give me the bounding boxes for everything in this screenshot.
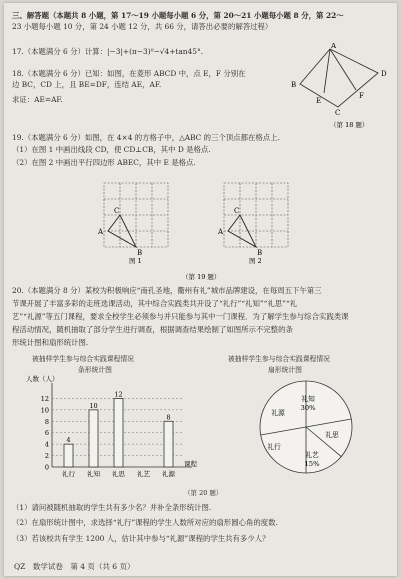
label-D: D	[381, 70, 387, 78]
bar-礼行	[64, 444, 73, 467]
pie-slice-percent: 15%	[304, 460, 320, 468]
question-20-line4: 程活动情况，随机抽取了部分学生进行调查，根据调查结果绘制了如图所示不完整的条	[12, 325, 293, 334]
figure-18-rhombus	[286, 43, 394, 131]
bar-礼源	[164, 421, 173, 467]
question-19-line2: （1）在图 1 中画出线段 CD，使 CD⊥CB，其中 D 是格点.	[12, 145, 211, 154]
question-17: 17.（本题满分 6 分）计算：|−3|+(π−3)⁰−√4+tan45°.	[12, 47, 203, 56]
pie-slice-label: 礼知	[301, 395, 315, 403]
x-tick-label: 礼知	[87, 470, 100, 478]
question-20-line5: 形统计图和扇形统计图.	[12, 338, 89, 347]
fig19-2-caption: 图 2	[249, 257, 262, 265]
y-axis-label: 人数（人）	[26, 375, 59, 383]
bar-value-label: 4	[66, 436, 71, 445]
pie-slice-percent: 30%	[300, 404, 316, 412]
fig1-label-B: B	[137, 249, 143, 257]
bar-礼知	[89, 410, 98, 467]
fig2-label-C: C	[234, 207, 240, 215]
pie-slice-label: 礼艺	[305, 451, 319, 459]
question-20-part3: （3）若该校共有学生 1200 人，估计其中参与“礼源”课程的学生共有多少人？	[12, 534, 270, 543]
fig18-caption: （第 18 题）	[330, 121, 369, 129]
label-A: A	[331, 43, 337, 50]
pie-chart-title: 被抽样学生参与综合实践课程情况	[228, 355, 330, 363]
grid-1	[104, 183, 168, 247]
label-B: B	[291, 81, 297, 89]
pie-slice-label: 礼行	[267, 443, 281, 451]
fig19-1-caption: 图 1	[129, 257, 142, 265]
question-18-line2: 边 BC，CD 上，且 BE=DF，连结 AE，AF.	[12, 80, 162, 89]
pie-slice-label: 礼思	[325, 431, 339, 439]
y-tick-label: 6	[44, 429, 49, 438]
bar-chart-subtitle: 条形统计图	[78, 366, 112, 374]
label-C: C	[335, 109, 341, 117]
bar-value-label: 10	[89, 401, 98, 410]
question-20-line3: 艺”“礼源”等五门课程，要求全校学生必须参与并只能参与其中一门课程．为了解学生参与综合实践类课	[12, 312, 349, 321]
question-20-part2: （2）在扇形统计图中，求选择“礼行”课程的学生人数所对应的扇形圆心角的度数.	[12, 518, 278, 527]
question-20-line1: 20.（本题满分 8 分）某校为积极响应“南孔圣地，衢州有礼”城市品牌建设，在每周五下午第三	[12, 286, 322, 295]
exam-page	[4, 3, 397, 576]
x-tick-label: 礼艺	[137, 470, 150, 478]
y-tick-label: 0	[44, 463, 49, 472]
pie-chart	[254, 375, 364, 485]
y-tick-label: 2	[44, 452, 49, 461]
pie-chart-subtitle: 扇形统计图	[268, 366, 302, 374]
figure-19	[84, 175, 324, 285]
question-18-line1: 18.（本题满分 6 分）已知：如图，在菱形 ABCD 中，点 E，F 分别在	[12, 69, 246, 78]
label-F: F	[359, 92, 364, 100]
bar-chart	[22, 375, 212, 495]
fig1-label-C: C	[114, 207, 120, 215]
page-footer: QZ 数学试卷 第 4 页（共 6 页）	[14, 562, 135, 571]
section-header: 三、解答题（本题共 8 小题，第 17～19 小题每小题 6 分，第 20～21 小题每小题 8 分，第 22～	[12, 11, 344, 20]
section-header-cont: 23 小题每小题 10 分，第 24 小题 12 分，共 66 分，请答出必要的解答过程）	[12, 22, 273, 31]
fig20-caption: （第 20 题）	[184, 489, 223, 497]
question-20-line2: 节课开展了丰富多彩的走班选课活动，其中综合实践类共开设了“礼行”“礼知”“礼思”“礼	[12, 299, 298, 308]
y-tick-label: 4	[44, 440, 49, 449]
pie-slice-label: 礼源	[271, 409, 285, 417]
grid-2	[224, 183, 288, 247]
x-tick-label: 礼思	[112, 470, 125, 478]
question-20-part1: （1）请问被随机抽取的学生共有多少名？并补全条形统计图.	[12, 503, 212, 512]
fig19-caption: （第 19 题）	[182, 273, 221, 281]
y-tick-label: 12	[40, 394, 49, 403]
fig1-label-A: A	[98, 228, 104, 236]
bar-礼思	[114, 398, 123, 467]
question-19-line3: （2）在图 2 中画出平行四边形 ABEC，其中 E 是格点.	[12, 158, 196, 167]
x-axis-label: 课程	[184, 460, 197, 468]
bar-value-label: 8	[166, 413, 171, 422]
question-19-line1: 19.（本题满分 6 分）如图，在 4×4 的方格子中，△ABC 的三个顶点都在格点上.	[12, 133, 280, 142]
question-18-line3: 求证：AE=AF.	[12, 95, 63, 104]
x-tick-label: 礼行	[62, 470, 75, 478]
bar-value-label: 12	[114, 390, 123, 399]
y-tick-label: 10	[40, 406, 49, 415]
y-tick-label: 8	[44, 417, 49, 426]
label-E: E	[316, 97, 322, 105]
bar-chart-title: 被抽样学生参与综合实践课程情况	[32, 355, 134, 363]
x-tick-label: 礼源	[162, 470, 175, 478]
fig2-label-B: B	[257, 249, 263, 257]
fig2-label-A: A	[218, 228, 224, 236]
